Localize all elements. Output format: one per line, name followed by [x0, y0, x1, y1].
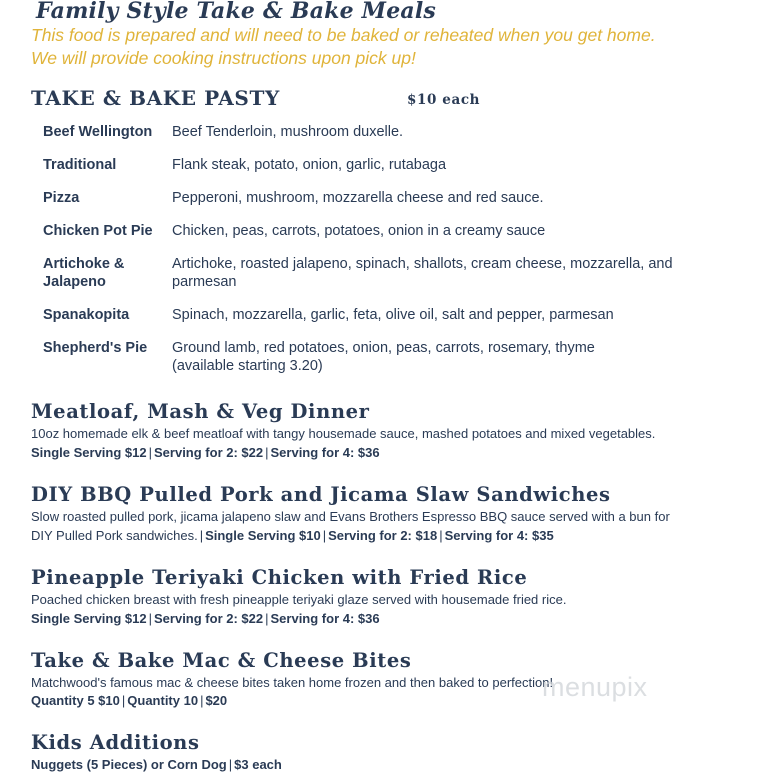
pasty-section-title: TAKE & BAKE PASTY [31, 86, 280, 110]
teriyaki-description: Poached chicken breast with fresh pineapple teriyaki glaze served with housemade fried rice. [31, 592, 567, 607]
pasty-description: Chicken, peas, carrots, potatoes, onion in a creamy sauce [172, 223, 546, 239]
pasty-description: Beef Tenderloin, mushroom duxelle. [172, 124, 404, 140]
pasty-description: Flank steak, potato, onion, garlic, rutabaga [172, 157, 447, 173]
pasty-name: Pizza [43, 190, 80, 206]
pasty-price: $10 each [407, 92, 481, 108]
pasty-description: Spinach, mozzarella, garlic, feta, olive oil, salt and pepper, parmesan [172, 307, 614, 323]
bbq-description: Slow roasted pulled pork, jicama jalapeno slaw and Evans Brothers Espresso BBQ sauce served with a bun for [31, 509, 670, 524]
meatloaf-description: 10oz homemade elk & beef meatloaf with tangy housemade sauce, mashed potatoes and mixed vegetables. [31, 426, 656, 441]
pickup-note: We will provide cooking instructions upon pick up! [31, 48, 416, 68]
teriyaki-title: Pineapple Teriyaki Chicken with Fried Rice [31, 566, 528, 589]
kids-title: Kids Additions [31, 731, 200, 754]
menupix-watermark: menupix [542, 672, 648, 702]
bbq-title: DIY BBQ Pulled Pork and Jicama Slaw Sandwiches [31, 483, 611, 506]
prep-note: This food is prepared and will need to be baked or reheated when you get home. [31, 25, 656, 45]
pasty-name: Traditional [43, 157, 117, 173]
bbq-pricing: DIY Pulled Pork sandwiches. | Single Serving $10 | Serving for 2: $18 | Serving for 4: $35 [31, 528, 554, 543]
meatloaf-pricing: Single Serving $12 | Serving for 2: $22 | Serving for 4: $36 [31, 445, 380, 460]
meatloaf-title: Meatloaf, Mash & Veg Dinner [31, 400, 370, 423]
pasty-name: Chicken Pot Pie [43, 223, 153, 239]
menu-title: Family Style Take & Bake Meals [36, 0, 436, 24]
mac-title: Take & Bake Mac & Cheese Bites [31, 649, 412, 672]
pasty-name: Artichoke & Jalapeno [43, 256, 125, 290]
pasty-name: Spanakopita [43, 307, 130, 323]
teriyaki-pricing: Single Serving $12 | Serving for 2: $22 | Serving for 4: $36 [31, 611, 380, 626]
pasty-description: Ground lamb, red potatoes, onion, peas, carrots, rosemary, thyme (available starting 3.20) [172, 340, 595, 374]
mac-pricing: Quantity 5 $10 | Quantity 10 | $20 [31, 693, 228, 708]
pasty-description: Artichoke, roasted jalapeno, spinach, shallots, cream cheese, mozzarella, and parmesan [172, 256, 673, 290]
pasty-name: Shepherd's Pie [43, 340, 148, 356]
pasty-name: Beef Wellington [43, 124, 153, 140]
kids-pricing: Nuggets (5 Pieces) or Corn Dog | $3 each [31, 757, 282, 772]
pasty-description: Pepperoni, mushroom, mozzarella cheese and red sauce. [172, 190, 544, 206]
mac-description: Matchwood's famous mac & cheese bites taken home frozen and then baked to perfection! [31, 675, 554, 690]
